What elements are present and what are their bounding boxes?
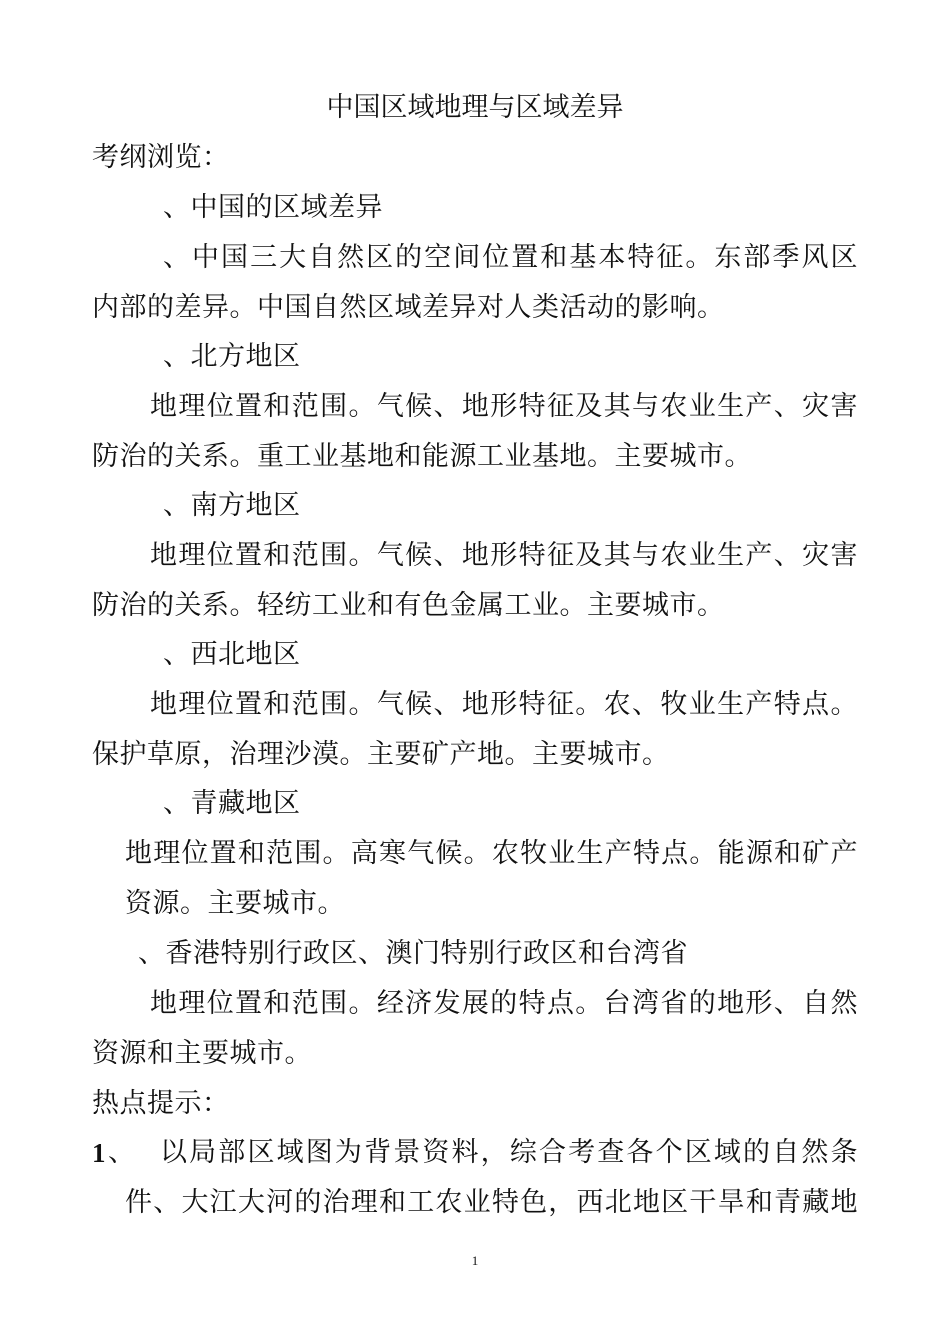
hotspot-number: 1 bbox=[92, 1138, 106, 1168]
syllabus-heading: 考纲浏览： bbox=[92, 142, 230, 173]
item-7-heading: 、香港特别行政区、澳门特别行政区和台湾省 bbox=[138, 938, 688, 969]
hotspot-line-2: 件、大江大河的治理和工农业特色，西北地区干旱和青藏地 bbox=[125, 1187, 858, 1218]
hotspot-separator: 、 bbox=[108, 1137, 136, 1168]
item-1-heading: 、中国的区域差异 bbox=[163, 192, 383, 223]
item-4-desc-line-1: 地理位置和范围。气候、地形特征及其与农业生产、灾害 bbox=[150, 540, 858, 571]
item-6-heading: 、青藏地区 bbox=[163, 788, 301, 819]
item-2-line-2: 内部的差异。中国自然区域差异对人类活动的影响。 bbox=[92, 292, 725, 323]
item-6-desc-line-1: 地理位置和范围。高寒气候。农牧业生产特点。能源和矿产 bbox=[125, 838, 858, 869]
item-7-desc-line-1: 地理位置和范围。经济发展的特点。台湾省的地形、自然 bbox=[150, 988, 858, 1019]
item-5-desc-line-1: 地理位置和范围。气候、地形特征。农、牧业生产特点。 bbox=[150, 689, 858, 720]
item-3-heading: 、北方地区 bbox=[163, 341, 301, 372]
document-title: 中国区域地理与区域差异 bbox=[326, 92, 624, 123]
item-4-heading: 、南方地区 bbox=[163, 490, 301, 521]
item-3-desc-line-1: 地理位置和范围。气候、地形特征及其与农业生产、灾害 bbox=[150, 391, 858, 422]
item-6-desc-line-2: 资源。主要城市。 bbox=[125, 888, 345, 919]
hotspot-heading: 热点提示： bbox=[92, 1088, 230, 1119]
item-3-desc-line-2: 防治的关系。重工业基地和能源工业基地。主要城市。 bbox=[92, 441, 752, 472]
item-4-desc-line-2: 防治的关系。轻纺工业和有色金属工业。主要城市。 bbox=[92, 590, 725, 621]
item-2-line-1: 、中国三大自然区的空间位置和基本特征。东部季风区 bbox=[163, 242, 858, 273]
hotspot-line-1: 以局部区域图为背景资料，综合考查各个区域的自然条 bbox=[160, 1137, 858, 1168]
page-number: 1 bbox=[471, 1253, 479, 1268]
item-7-desc-line-2: 资源和主要城市。 bbox=[92, 1038, 312, 1069]
item-5-heading: 、西北地区 bbox=[163, 639, 301, 670]
item-5-desc-line-2: 保护草原，治理沙漠。主要矿产地。主要城市。 bbox=[92, 739, 670, 770]
